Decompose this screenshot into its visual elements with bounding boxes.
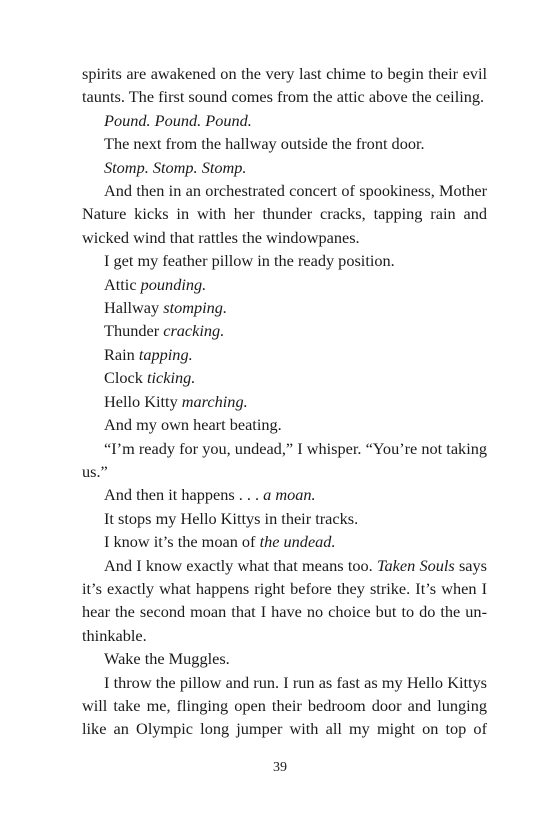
italic-text: cracking. xyxy=(163,321,225,341)
text-run: Wake the Muggles. xyxy=(104,649,230,669)
paragraph xyxy=(82,62,487,109)
text-run: And then in an orchestrated concert of spookiness, Mother Nature kicks in with her thunder cracks, tapping rain and wicked wind that rattles the windowpanes. xyxy=(82,181,487,247)
text-run: spirits are awakened on the very last chime to begin their evil taunts. The first sound comes from the attic above the ceiling. xyxy=(82,64,487,107)
text-run: And I know exactly what that means too. xyxy=(104,555,377,575)
paragraph xyxy=(82,507,487,530)
paragraph xyxy=(82,554,487,648)
paragraph xyxy=(82,132,487,155)
text-run: And my own heart beating. xyxy=(104,415,282,435)
paragraph xyxy=(82,437,487,484)
text-run: Hello Kitty xyxy=(104,391,182,411)
italic-text: tapping. xyxy=(138,344,193,364)
italic-text: stomping. xyxy=(163,298,228,318)
text-run: “I’m ready for you, undead,” I whisper. “You’re not taking us.” xyxy=(82,438,487,481)
page-number: 39 xyxy=(273,760,287,775)
paragraph xyxy=(82,366,487,389)
paragraph xyxy=(82,109,487,132)
paragraph xyxy=(82,390,487,413)
italic-text: Taken Souls xyxy=(376,555,455,575)
paragraph xyxy=(82,483,487,506)
text-run: Hallway xyxy=(104,298,164,318)
paragraph xyxy=(82,273,487,296)
text-run: I throw the pillow and run. I run as fast as my Hello Kittys will take me, flinging open their bedroom door and lunging like an Olympic long jumper with all my might on top of xyxy=(82,672,487,739)
text-run: I get my feather pillow in the ready position. xyxy=(104,251,395,271)
italic-text: a moan. xyxy=(263,485,316,505)
paragraph xyxy=(82,530,487,553)
paragraph xyxy=(82,319,487,342)
italic-text: marching. xyxy=(181,391,248,411)
text-run: It stops my Hello Kittys in their tracks. xyxy=(104,508,359,528)
paragraph xyxy=(82,249,487,272)
paragraph xyxy=(82,296,487,319)
paragraph xyxy=(82,671,487,741)
italic-text: the undead. xyxy=(259,532,336,552)
text-run: The next from the hallway outside the front door. xyxy=(104,134,425,154)
paragraph xyxy=(82,647,487,670)
paragraph xyxy=(82,343,487,366)
text-run: And then it happens . . . xyxy=(104,485,264,505)
italic-text: Stomp. Stomp. Stomp. xyxy=(104,157,247,177)
text-run: I know it’s the moan of xyxy=(104,532,260,552)
paragraph xyxy=(82,413,487,436)
italic-text: pounding. xyxy=(140,274,207,294)
italic-text: Pound. Pound. Pound. xyxy=(104,110,252,130)
paragraph xyxy=(82,156,487,179)
text-run: Attic xyxy=(104,274,141,294)
text-run: Rain xyxy=(104,344,139,364)
text-run: Clock xyxy=(104,368,147,388)
paragraph xyxy=(82,179,487,249)
text-run: says it’s exactly what happens right before they strike. It’s when I hear the second moan that I have no choice but to do the unthinkable. xyxy=(82,555,487,645)
italic-text: ticking. xyxy=(146,368,196,388)
text-run: Thunder xyxy=(104,321,164,341)
page-text-block xyxy=(82,62,487,741)
